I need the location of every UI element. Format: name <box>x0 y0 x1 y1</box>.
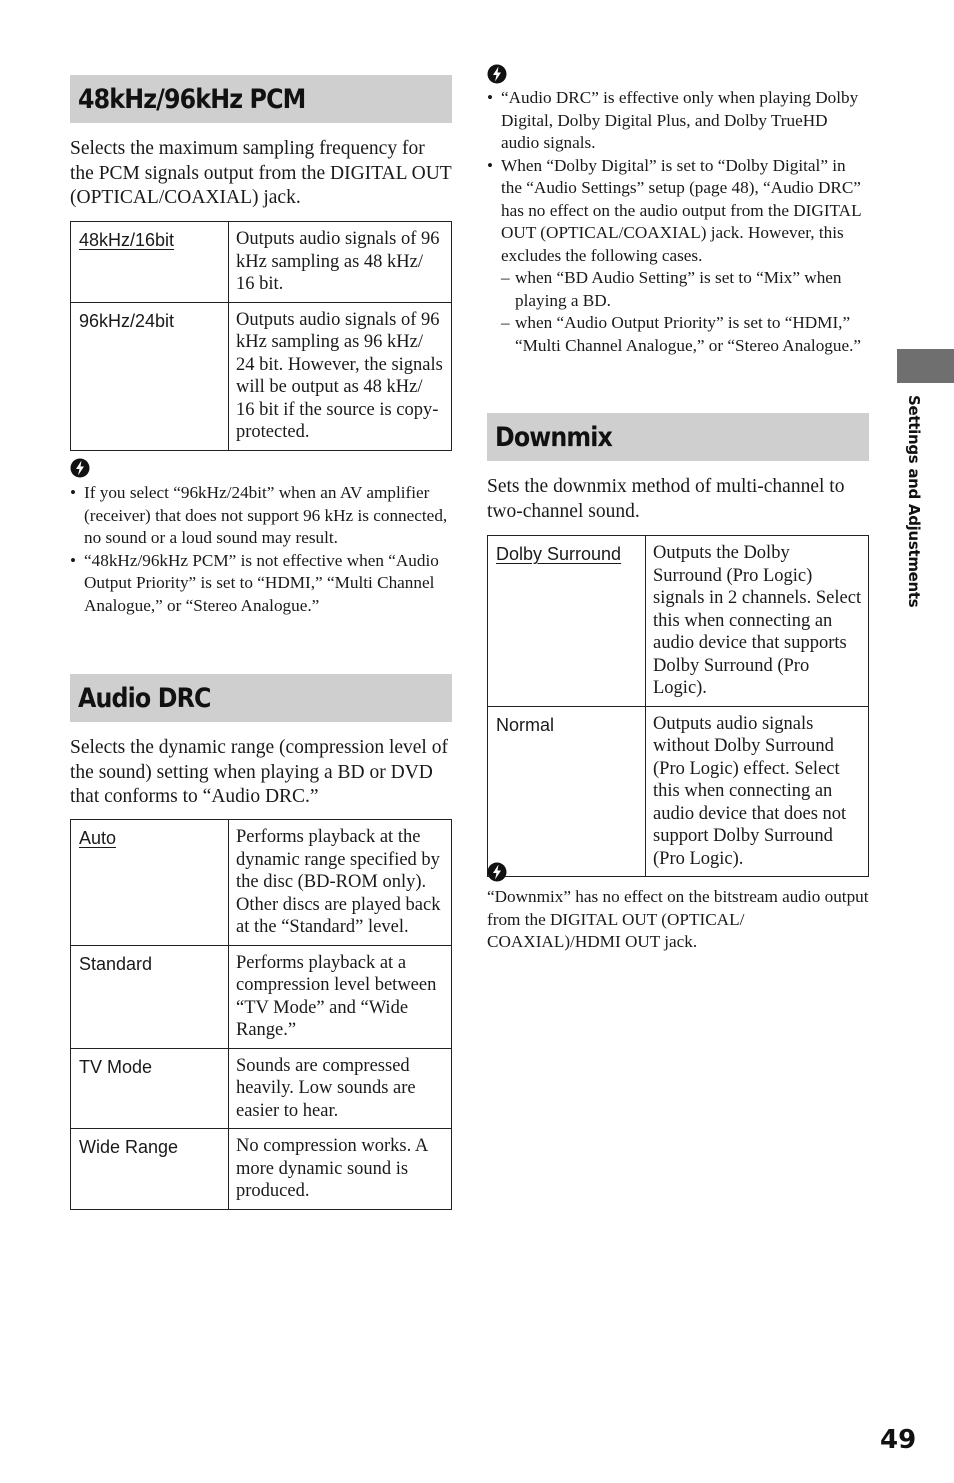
list-item: – when “BD Audio Setting” is set to “Mix” when playing a BD. <box>487 267 869 312</box>
downmix-intro: Sets the downmix method of multi-channel to two-channel sound. <box>487 476 845 522</box>
option-desc: Sounds are compressed heavily. Low sounds are easier to hear. <box>229 1048 452 1129</box>
table-row <box>488 536 869 707</box>
note-bolt-icon <box>487 64 507 84</box>
note-bolt-icon <box>70 458 90 478</box>
list-item: • “Audio DRC” is effective only when playing Dolby Digital, Dolby Digital Plus, and Dolby TrueHD audio signals. <box>487 87 869 155</box>
downmix-heading: Downmix <box>487 413 869 461</box>
pcm-options-table <box>70 221 452 451</box>
list-item: • If you select “96kHz/24bit” when an AV amplifier (receiver) that does not support 96 kHz is connected, no sound or a loud sound may result. <box>70 482 452 550</box>
option-key: 48kHz/16bit <box>71 222 229 303</box>
table-row <box>71 302 452 450</box>
table-row <box>71 945 452 1048</box>
table-row <box>71 820 452 946</box>
option-desc: Outputs audio signals of 96 kHz sampling as 48 kHz/ 16 bit. <box>229 222 452 303</box>
option-key: TV Mode <box>71 1048 229 1129</box>
option-desc: Outputs audio signals without Dolby Surround (Pro Logic) effect. Select this when connecting an audio device that does not support Dolby Surround (Pro Logic). <box>646 706 869 877</box>
sidebar-section-label: Settings and Adjustments <box>905 395 923 608</box>
pcm-heading: 48kHz/96kHz PCM <box>70 75 452 123</box>
downmix-note: “Downmix” has no effect on the bitstream audio output from the DIGITAL OUT (OPTICAL/ COAXIAL)/HDMI OUT jack. <box>487 887 869 951</box>
section-tab-marker <box>897 349 954 383</box>
table-row <box>71 222 452 303</box>
option-desc: Performs playback at the dynamic range specified by the disc (BD-ROM only). Other discs are played back at the “Standard” level. <box>229 820 452 946</box>
page-number: 49 <box>880 1425 917 1455</box>
drc-heading: Audio DRC <box>70 674 452 722</box>
drc-notes <box>487 87 869 357</box>
table-row <box>71 1129 452 1210</box>
note-bolt-icon <box>487 862 507 882</box>
table-row <box>71 1048 452 1129</box>
list-item: • “48kHz/96kHz PCM” is not effective when “Audio Output Priority” is set to “HDMI,” “Multi Channel Analogue,” or “Stereo Analogue.” <box>70 550 452 618</box>
option-desc: Performs playback at a compression level between “TV Mode” and “Wide Range.” <box>229 945 452 1048</box>
option-key: Auto <box>71 820 229 946</box>
option-key: Normal <box>488 706 646 877</box>
option-desc: No compression works. A more dynamic sound is produced. <box>229 1129 452 1210</box>
pcm-notes <box>70 482 452 617</box>
option-key: Dolby Surround <box>488 536 646 707</box>
option-key: Wide Range <box>71 1129 229 1210</box>
pcm-intro: Selects the maximum sampling frequency for the PCM signals output from the DIGITAL OUT (OPTICAL/COAXIAL) jack. <box>70 138 452 208</box>
option-desc: Outputs the Dolby Surround (Pro Logic) signals in 2 channels. Select this when connecting an audio device that supports Dolby Surround (Pro Logic). <box>646 536 869 707</box>
table-row <box>488 706 869 877</box>
option-key: 96kHz/24bit <box>71 302 229 450</box>
option-desc: Outputs audio signals of 96 kHz sampling as 96 kHz/ 24 bit. However, the signals will be output as 48 kHz/ 16 bit if the source is copy-protected. <box>229 302 452 450</box>
drc-options-table <box>70 819 452 1210</box>
list-item: – when “Audio Output Priority” is set to “HDMI,” “Multi Channel Analogue,” or “Stereo Analogue.” <box>487 312 869 357</box>
drc-intro: Selects the dynamic range (compression level of the sound) setting when playing a BD or DVD that conforms to “Audio DRC.” <box>70 737 448 807</box>
list-item: • When “Dolby Digital” is set to “Dolby Digital” in the “Audio Settings” setup (page 48), “Audio DRC” has no effect on the audio output from the DIGITAL OUT (OPTICAL/COAXIAL) jack. However, this excludes the following cases. <box>487 155 869 268</box>
option-key: Standard <box>71 945 229 1048</box>
downmix-options-table <box>487 535 869 877</box>
